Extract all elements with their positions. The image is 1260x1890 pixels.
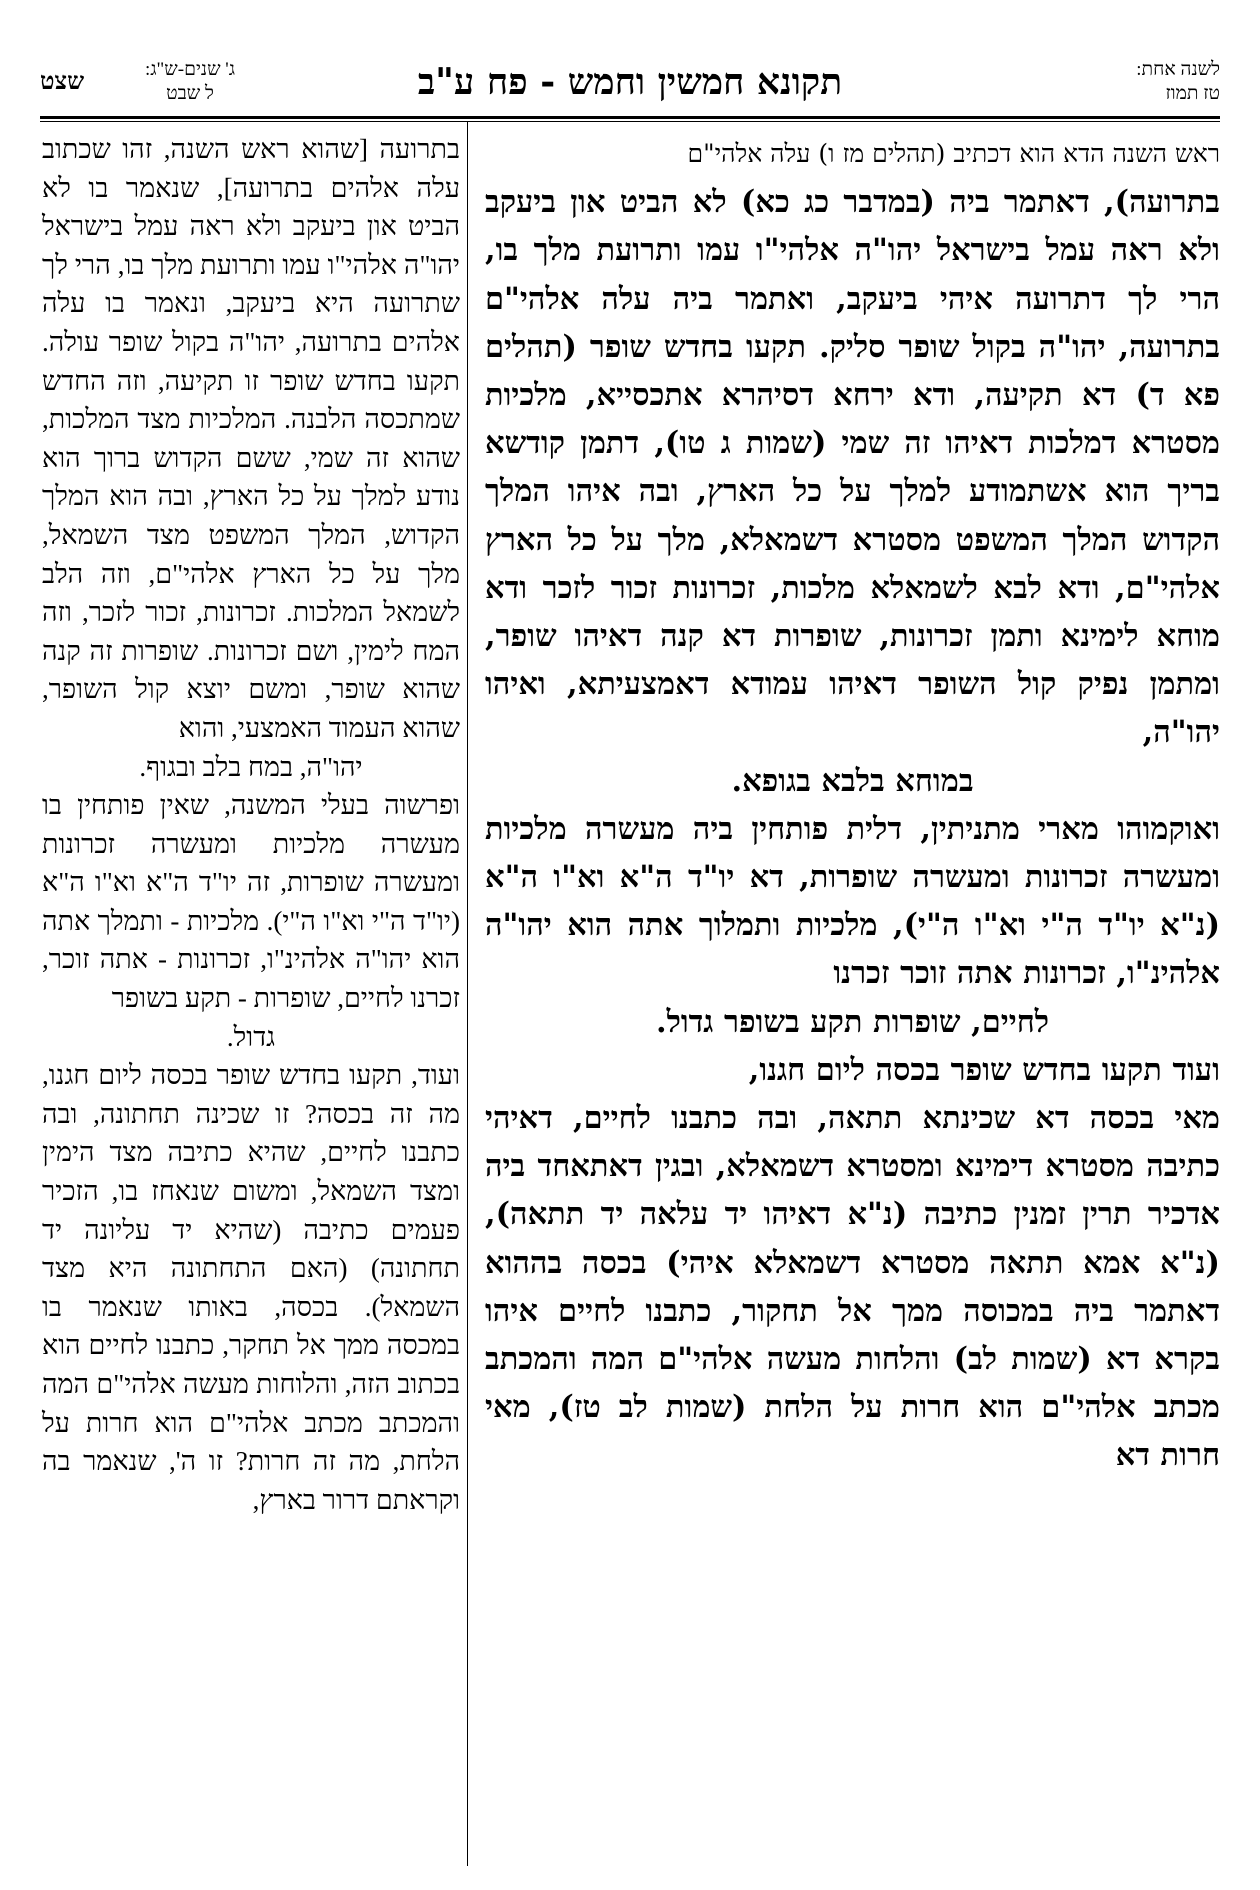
main-paragraph-1-end: במוחא בלבא בגופא. bbox=[731, 762, 974, 799]
commentary-paragraph-2: ופרשוה בעלי המשנה, שאין פותחין בו מעשרה מלכיות ומעשרה זכרונות ומעשרה שופרות, זה יו"ד ה"א וא"ו ה"א (יו"ד ה"י וא"ו ה"י). מלכיות - ותמלך אתה הוא יהו"ה אלהינ"ו, זכרונות - אתה זוכר, זכרנו לחיים, שופרות - תקע בשופר bbox=[42, 790, 460, 1014]
main-paragraph-3: מאי בכסה דא שכינתא תתאה, ובה כתבנו לחיים, דאיהי כתיבה מסטרא דימינא ומסטרא דשמאלא, ובגין דאתאחד ביה אדכיר תרין זמנין כתיבה (נ"א דאיהו יד עלאה יד תתאה), (נ"א אמא תתאה מסטרא דשמאלא איהי) בכסה בההוא דאתמר ביה במכוסה ממך אל תחקור, כתבנו לחיים איהו בקרא דא (שמות לב) והלחות מעשה אלהי"ם המה והמכתב מכתב אלהי"ם הוא חרות על הלחת (שמות לב טז), מאי חרות דא bbox=[485, 1100, 1220, 1474]
reading-schedule-three-year bbox=[145, 58, 235, 106]
commentary-paragraph-1-end: יהו"ה, במח בלב ובגוף. bbox=[139, 751, 363, 782]
main-paragraph-3-first-line: ועוד תקעו בחדש שופר בכסה ליום חגנו, bbox=[748, 1051, 1220, 1088]
schedule-label-three-year: ג' שנים-ש"ג: bbox=[145, 59, 235, 80]
commentary-paragraph-3: ועוד, תקעו בחדש שופר בכסה ליום חגנו, מה זה בכסה? זו שכינה תחתונה, ובה כתבנו לחיים, שהיא כתיבה מצד הימין ומצד השמאל, ומשום שנאחז בו, הזכיר פעמים כתיבה (שהיא יד עליונה יד תחתונה) (האם התחתונה היא מצד השמאל). בכסה, באותו שנאמר בו במכסה ממך אל תחקר, כתבנו לחיים הוא בכתוב הזה, והלוחות מעשה אלהי"ם המה והמכתב מכתב אלהי"ם הוא חרות על הלחת, מה זה חרות? זו ה', שנאמר בה וקראתם דרור בארץ, bbox=[42, 1060, 460, 1515]
commentary-column bbox=[42, 130, 460, 1519]
page-number: שצט bbox=[40, 66, 85, 95]
main-paragraph-1-first-line: ראש השנה הדא הוא דכתיב (תהלים מז ו) עלה אלהי"ם bbox=[687, 139, 1220, 168]
header-rule-thin bbox=[40, 121, 1220, 122]
main-text-column bbox=[485, 130, 1220, 1480]
header-rule bbox=[40, 116, 1220, 119]
page-header bbox=[40, 58, 1220, 106]
main-paragraph-1: בתרועה), דאתמר ביה (במדבר כג כא) לא הביט און ביעקב ולא ראה עמל בישראל יהו"ה אלהי"ו עמו ותרועת מלך בו, הרי לך דתרועה איהי ביעקב, ואתמר ביה עלה אלהי"ם בתרועה, יהו"ה בקול שופר סליק. תקעו בחדש שופר (תהלים פא ד) דא תקיעה, ודא ירחא דסיהרא אתכסייא, מלכיות מסטרא דמלכות דאיהו זה שמי (שמות ג טו), דתמן קודשא בריך הוא אשתמודע למלך על כל הארץ, ובה איהו המלך הקדוש המלך המשפט מסטרא דשמאלא, מלך על כל הארץ אלהי"ם, ודא לבא לשמאלא מלכות, זכרונות זכור לזכר ודא מוחא לימינא ותמן זכרונות, שופרות דא קנה דאיהו שופר, ומתמן נפיק קול השופר דאיהו עמודא דאמצעיתא, ואיהו יהו"ה, bbox=[485, 184, 1220, 751]
column-divider bbox=[467, 121, 468, 1866]
main-paragraph-2: ואוקמוהו מארי מתניתין, דלית פותחין ביה מעשרה מלכיות ומעשרה זכרונות ומעשרה שופרות, דא יו"ד ה"א וא"ו ה"א (נ"א יו"ד ה"י וא"ו ה"י), מלכיות ותמלוך אתה הוא יהו"ה אלהינ"ו, זכרונות אתה זוכר זכרנו bbox=[485, 810, 1220, 992]
main-paragraph-2-end: לחיים, שופרות תקע בשופר גדול. bbox=[655, 1003, 1050, 1040]
schedule-date-one-year: טז תמוז bbox=[1165, 83, 1220, 104]
schedule-date-three-year: ל שבט bbox=[166, 83, 214, 104]
page-title: תקונא חמשין וחמש - פח ע"ב bbox=[417, 61, 843, 103]
commentary-paragraph-2-end: גדול. bbox=[226, 1021, 276, 1052]
commentary-paragraph-1: בתרועה [שהוא ראש השנה, זהו שכתוב עלה אלהים בתרועה], שנאמר בו לא הביט און ביעקב ולא ראה עמל בישראל יהו"ה אלהי"ו עמו ותרועת מלך בו, הרי לך שתרועה היא ביעקב, ונאמר בו עלה אלהים בתרועה, יהו"ה בקול שופר עולה. תקעו בחדש שופר זו תקיעה, וזה החדש שמתכסה הלבנה. המלכיות מצד המלכות, שהוא זה שמי, ששם הקדוש ברוך הוא נודע למלך על כל הארץ, ובה הוא המלך הקדוש, המלך המשפט מצד השמאל, מלך על כל הארץ אלהי"ם, וזה הלב לשמאל המלכות. זכרונות, זכור לזכר, וזה המח לימין, ושם זכרונות. שופרות זה קנה שהוא שופר, ומשם יוצא קול השופר, שהוא העמוד האמצעי, והוא bbox=[42, 134, 460, 743]
schedule-label-one-year: לשנה אחת: bbox=[1136, 59, 1220, 80]
